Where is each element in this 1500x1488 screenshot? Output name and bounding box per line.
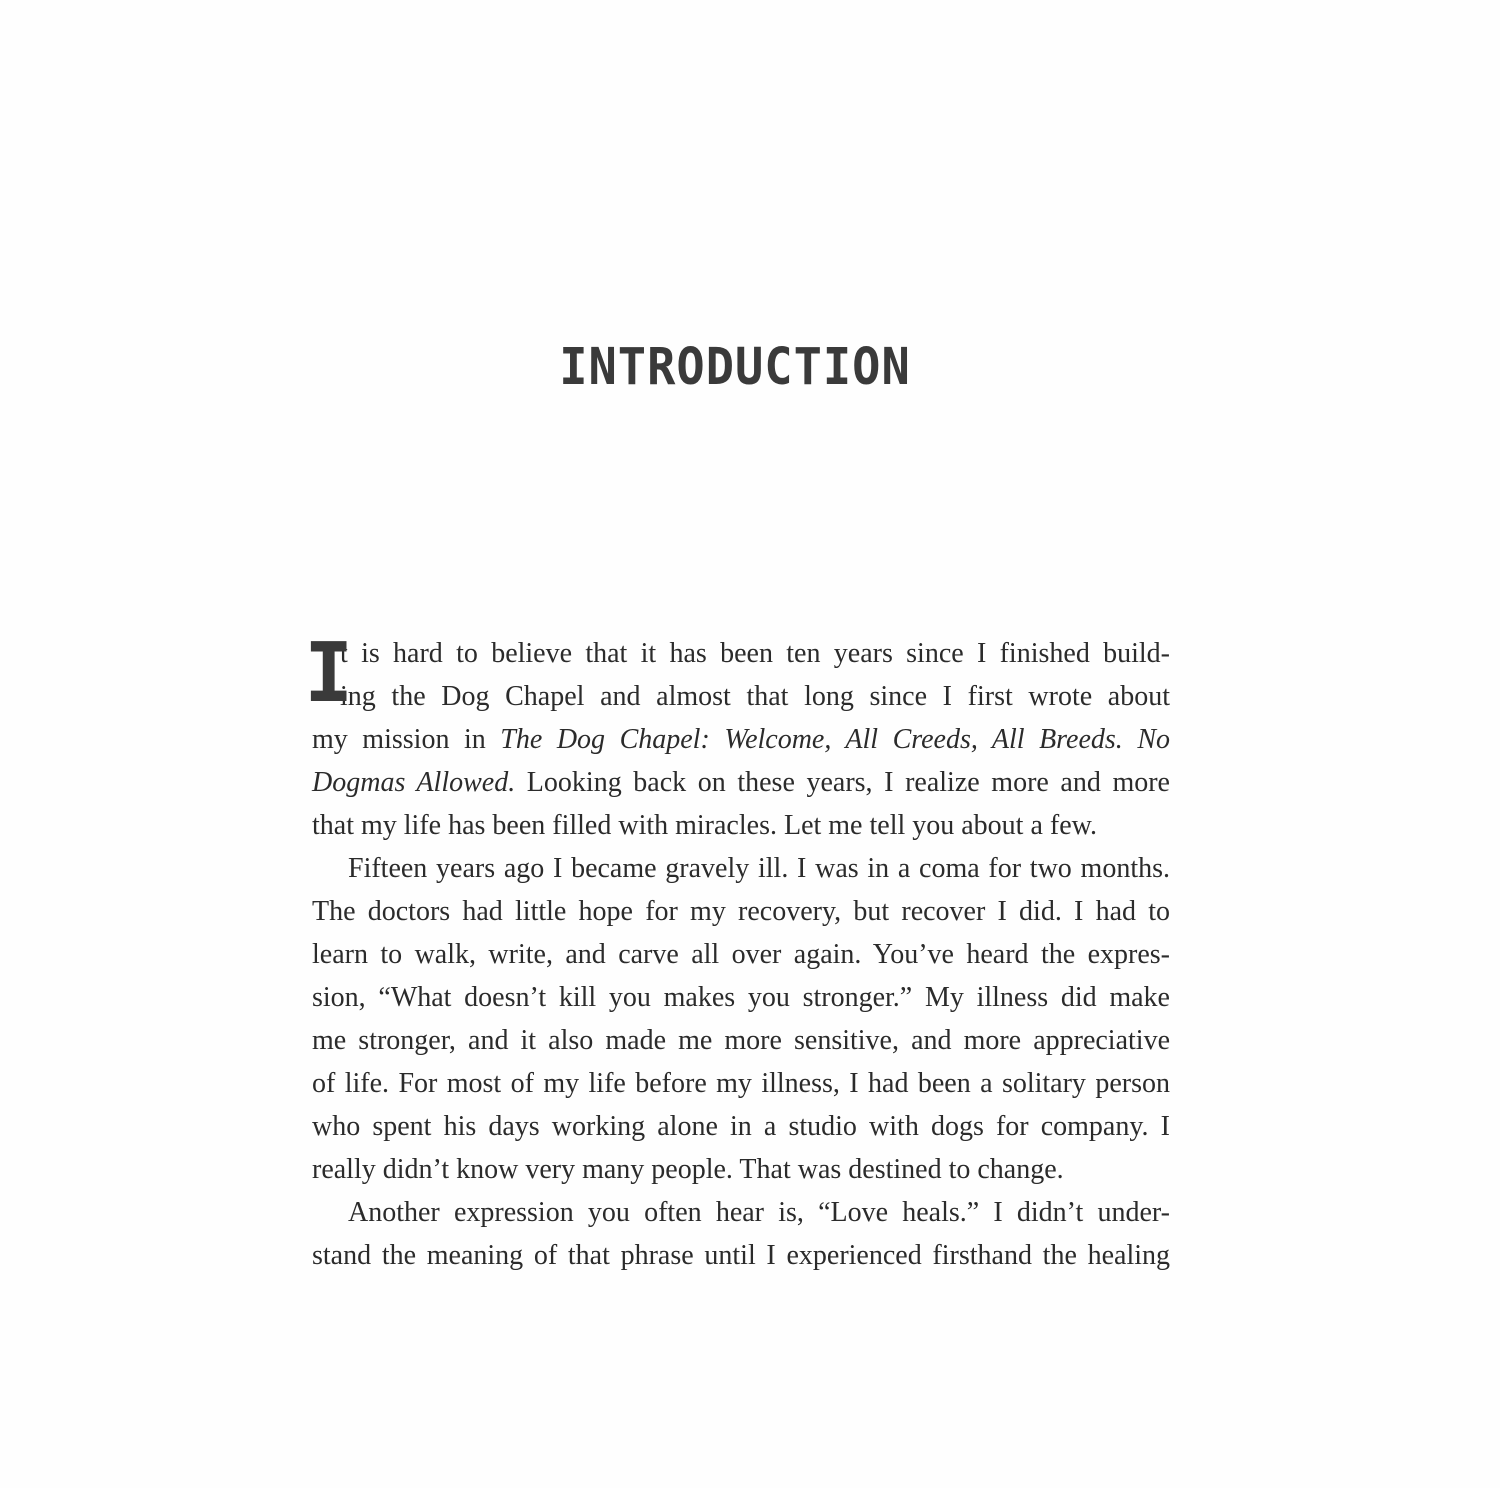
text-line: The doctors had little hope for my recovery, but recover I did. I had to bbox=[312, 896, 1170, 927]
text-line: really didn’t know very many people. That was destined to change. bbox=[312, 1154, 1064, 1185]
text-line: learn to walk, write, and carve all over again. You’ve heard the expres- bbox=[312, 939, 1170, 970]
text-line: sion, “What doesn’t kill you makes you stronger.” My illness did make bbox=[312, 982, 1170, 1013]
text-span: my mission in bbox=[312, 724, 501, 755]
text-line bbox=[312, 718, 1170, 761]
text-line: who spent his days working alone in a studio with dogs for company. I bbox=[312, 1111, 1170, 1142]
text-line: Another expression you often hear is, “Love heals.” I didn’t under- bbox=[348, 1197, 1170, 1228]
text-span: Looking back on these years, I realize more and more bbox=[515, 767, 1170, 798]
text-line: stand the meaning of that phrase until I experienced firsthand the healing bbox=[312, 1240, 1170, 1271]
text-line: of life. For most of my life before my illness, I had been a solitary person bbox=[312, 1068, 1170, 1099]
text-line: ing the Dog Chapel and almost that long since I first wrote about bbox=[340, 681, 1170, 712]
drop-cap: I bbox=[304, 626, 354, 721]
body-text bbox=[304, 626, 1170, 1277]
text-line bbox=[312, 761, 1170, 804]
text-line: Fifteen years ago I became gravely ill. I was in a coma for two months. bbox=[348, 853, 1170, 884]
text-line: that my life has been filled with miracles. Let me tell you about a few. bbox=[312, 810, 1098, 841]
chapter-title: INTRODUCTION bbox=[559, 337, 911, 398]
book-title-italic: The Dog Chapel: Welcome, All Creeds, All Breeds. No bbox=[500, 724, 1170, 755]
text-line: t is hard to believe that it has been ten years since I finished build- bbox=[340, 638, 1170, 669]
book-title-italic: Dogmas Allowed. bbox=[312, 767, 516, 798]
text-line: me stronger, and it also made me more sensitive, and more appreciative bbox=[312, 1025, 1170, 1056]
